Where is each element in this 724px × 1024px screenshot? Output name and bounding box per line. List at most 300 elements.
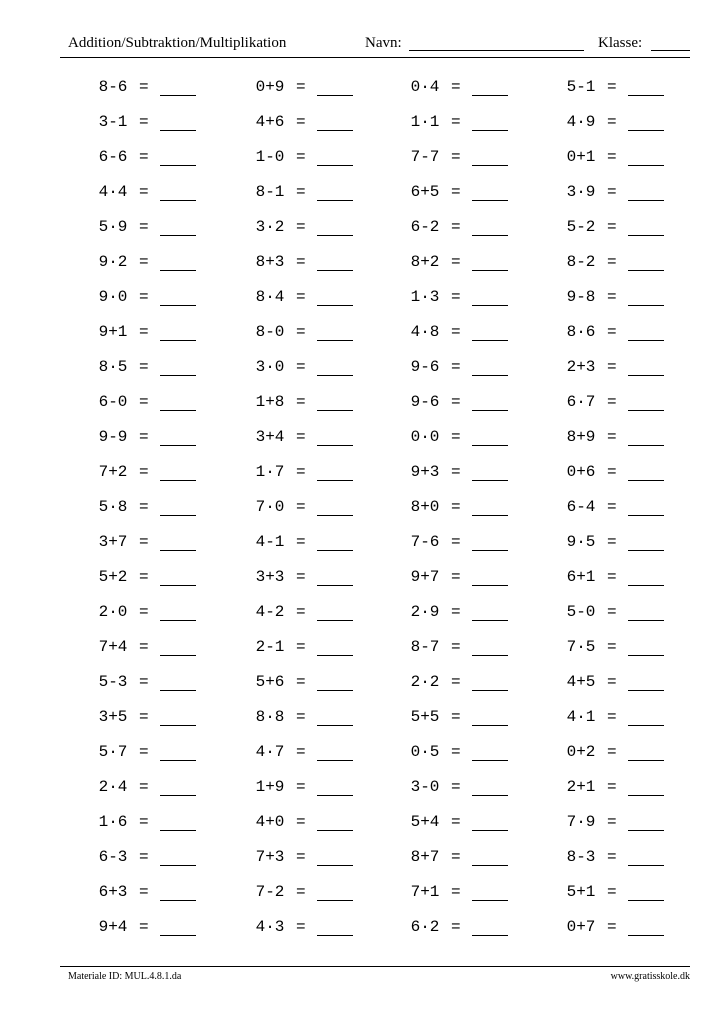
equals-sign: = [139,708,149,726]
answer-blank[interactable] [317,900,353,901]
answer-blank[interactable] [317,795,353,796]
answer-blank[interactable] [628,200,664,201]
math-problem [405,778,545,800]
answer-blank[interactable] [628,760,664,761]
answer-blank[interactable] [317,655,353,656]
equals-sign: = [139,568,149,586]
answer-blank[interactable] [472,445,508,446]
problem-row [0,490,724,525]
answer-blank[interactable] [472,165,508,166]
math-problem [250,78,390,100]
problem-expression: 8·5 [98,358,128,376]
equals-sign: = [607,288,617,306]
math-problem [561,148,701,170]
math-problem [93,568,233,590]
equals-sign: = [296,743,306,761]
math-problem [93,218,233,240]
answer-blank[interactable] [472,340,508,341]
problem-expression: 8+9 [566,428,596,446]
equals-sign: = [139,358,149,376]
math-problem [250,393,390,415]
answer-blank[interactable] [472,270,508,271]
equals-sign: = [451,148,461,166]
answer-blank[interactable] [160,865,196,866]
math-problem [250,918,390,940]
equals-sign: = [451,568,461,586]
problem-expression: 2·4 [98,778,128,796]
problem-expression: 3·9 [566,183,596,201]
answer-blank[interactable] [317,165,353,166]
answer-blank[interactable] [628,340,664,341]
answer-blank[interactable] [628,480,664,481]
problem-expression: 7-6 [410,533,440,551]
equals-sign: = [451,848,461,866]
answer-blank[interactable] [160,795,196,796]
equals-sign: = [139,183,149,201]
problem-expression: 6·7 [566,393,596,411]
website-link[interactable]: www.gratisskole.dk [610,971,690,982]
problem-row [0,630,724,665]
answer-blank[interactable] [628,235,664,236]
answer-blank[interactable] [472,585,508,586]
equals-sign: = [451,253,461,271]
answer-blank[interactable] [317,480,353,481]
math-problem [405,883,545,905]
equals-sign: = [296,253,306,271]
answer-blank[interactable] [472,95,508,96]
problem-row [0,70,724,105]
problem-expression: 0·5 [410,743,440,761]
answer-blank[interactable] [160,585,196,586]
equals-sign: = [139,323,149,341]
problem-expression: 4·1 [566,708,596,726]
equals-sign: = [607,813,617,831]
problem-expression: 9+7 [410,568,440,586]
equals-sign: = [607,918,617,936]
problem-row [0,595,724,630]
problem-expression: 6·2 [410,918,440,936]
math-problem [405,288,545,310]
problem-expression: 5-0 [566,603,596,621]
answer-blank[interactable] [628,410,664,411]
problem-expression: 0+6 [566,463,596,481]
answer-blank[interactable] [317,690,353,691]
math-problem [561,393,701,415]
answer-blank[interactable] [317,585,353,586]
math-problem [93,463,233,485]
answer-blank[interactable] [160,935,196,936]
answer-blank[interactable] [317,130,353,131]
math-problem [250,183,390,205]
answer-blank[interactable] [628,830,664,831]
answer-blank[interactable] [317,95,353,96]
answer-blank[interactable] [472,515,508,516]
answer-blank[interactable] [628,585,664,586]
answer-blank[interactable] [628,165,664,166]
answer-blank[interactable] [160,445,196,446]
name-label: Navn: [365,35,402,51]
problem-row [0,140,724,175]
problem-expression: 8+7 [410,848,440,866]
answer-blank[interactable] [472,865,508,866]
problem-expression: 1+8 [255,393,285,411]
answer-blank[interactable] [160,760,196,761]
equals-sign: = [451,673,461,691]
math-problem [250,148,390,170]
answer-blank[interactable] [472,690,508,691]
answer-blank[interactable] [628,865,664,866]
problem-expression: 5-2 [566,218,596,236]
problem-expression: 6-4 [566,498,596,516]
equals-sign: = [451,813,461,831]
math-problem [250,778,390,800]
problem-expression: 3+5 [98,708,128,726]
answer-blank[interactable] [317,305,353,306]
answer-blank[interactable] [317,340,353,341]
answer-blank[interactable] [160,830,196,831]
answer-blank[interactable] [628,305,664,306]
problem-expression: 0+2 [566,743,596,761]
problem-row [0,665,724,700]
answer-blank[interactable] [160,725,196,726]
math-problem [405,393,545,415]
equals-sign: = [139,638,149,656]
material-id: Materiale ID: MUL.4.8.1.da [68,971,182,982]
problem-expression: 8+0 [410,498,440,516]
problem-expression: 6-6 [98,148,128,166]
answer-blank[interactable] [160,305,196,306]
answer-blank[interactable] [160,375,196,376]
equals-sign: = [607,708,617,726]
problem-expression: 6-0 [98,393,128,411]
math-problem [405,148,545,170]
math-problem [93,848,233,870]
answer-blank[interactable] [317,445,353,446]
answer-blank[interactable] [628,935,664,936]
problem-row [0,105,724,140]
answer-blank[interactable] [160,655,196,656]
problem-expression: 2·2 [410,673,440,691]
math-problem [250,743,390,765]
equals-sign: = [451,743,461,761]
equals-sign: = [451,288,461,306]
equals-sign: = [139,813,149,831]
answer-blank[interactable] [472,375,508,376]
problem-expression: 3·2 [255,218,285,236]
answer-blank[interactable] [628,375,664,376]
equals-sign: = [296,288,306,306]
answer-blank[interactable] [160,900,196,901]
answer-blank[interactable] [317,725,353,726]
math-problem [561,463,701,485]
problem-expression: 3-1 [98,113,128,131]
equals-sign: = [139,393,149,411]
math-problem [405,463,545,485]
problem-row [0,350,724,385]
equals-sign: = [607,323,617,341]
answer-blank[interactable] [160,235,196,236]
equals-sign: = [296,778,306,796]
answer-blank[interactable] [160,690,196,691]
problem-expression: 4-2 [255,603,285,621]
problem-expression: 1·6 [98,813,128,831]
answer-blank[interactable] [628,445,664,446]
equals-sign: = [139,113,149,131]
problem-expression: 7-7 [410,148,440,166]
problem-expression: 4+5 [566,673,596,691]
math-problem [405,533,545,555]
problem-expression: 7·9 [566,813,596,831]
answer-blank[interactable] [160,480,196,481]
problem-expression: 9+1 [98,323,128,341]
answer-blank[interactable] [472,760,508,761]
math-problem [93,743,233,765]
problem-expression: 4+0 [255,813,285,831]
problem-expression: 3·0 [255,358,285,376]
equals-sign: = [451,393,461,411]
equals-sign: = [607,673,617,691]
problem-expression: 6-3 [98,848,128,866]
problem-expression: 8·8 [255,708,285,726]
problem-expression: 7+1 [410,883,440,901]
name-field[interactable] [409,50,584,51]
problem-row [0,245,724,280]
equals-sign: = [607,883,617,901]
answer-blank[interactable] [628,690,664,691]
equals-sign: = [139,253,149,271]
math-problem [405,918,545,940]
answer-blank[interactable] [160,130,196,131]
problem-expression: 5+4 [410,813,440,831]
equals-sign: = [607,183,617,201]
problem-row [0,175,724,210]
answer-blank[interactable] [472,550,508,551]
problem-row [0,735,724,770]
problem-row [0,525,724,560]
answer-blank[interactable] [628,95,664,96]
worksheet-header [68,33,690,55]
answer-blank[interactable] [160,340,196,341]
equals-sign: = [296,533,306,551]
math-problem [93,918,233,940]
problem-expression: 3-0 [410,778,440,796]
equals-sign: = [451,533,461,551]
math-problem [561,253,701,275]
problem-expression: 0+1 [566,148,596,166]
answer-blank[interactable] [317,515,353,516]
problem-expression: 5-3 [98,673,128,691]
problem-row [0,280,724,315]
answer-blank[interactable] [472,130,508,131]
answer-blank[interactable] [472,235,508,236]
answer-blank[interactable] [472,655,508,656]
equals-sign: = [451,708,461,726]
math-problem [93,148,233,170]
answer-blank[interactable] [628,130,664,131]
equals-sign: = [451,358,461,376]
equals-sign: = [139,848,149,866]
answer-blank[interactable] [317,760,353,761]
problem-row [0,420,724,455]
equals-sign: = [296,393,306,411]
math-problem [93,638,233,660]
math-problem [405,743,545,765]
math-problem [93,498,233,520]
problem-row [0,875,724,910]
math-problem [250,358,390,380]
math-problem [250,253,390,275]
math-problem [250,428,390,450]
answer-blank[interactable] [317,270,353,271]
answer-blank[interactable] [160,410,196,411]
equals-sign: = [296,498,306,516]
footer-divider [60,966,690,967]
equals-sign: = [296,673,306,691]
answer-blank[interactable] [317,375,353,376]
equals-sign: = [139,778,149,796]
math-problem [93,883,233,905]
equals-sign: = [451,638,461,656]
answer-blank[interactable] [472,830,508,831]
problem-expression: 9-6 [410,358,440,376]
problem-expression: 7+2 [98,463,128,481]
problem-expression: 1·7 [255,463,285,481]
problem-expression: 7·5 [566,638,596,656]
answer-blank[interactable] [160,95,196,96]
answer-blank[interactable] [160,270,196,271]
problem-expression: 5·8 [98,498,128,516]
equals-sign: = [451,463,461,481]
problem-expression: 9·5 [566,533,596,551]
problem-expression: 4·9 [566,113,596,131]
answer-blank[interactable] [628,655,664,656]
math-problem [405,218,545,240]
problem-row [0,840,724,875]
answer-blank[interactable] [472,725,508,726]
math-problem [250,113,390,135]
problem-expression: 5·9 [98,218,128,236]
answer-blank[interactable] [472,900,508,901]
math-problem [561,918,701,940]
answer-blank[interactable] [160,550,196,551]
class-field[interactable] [651,50,690,51]
problem-row [0,455,724,490]
problem-expression: 3+4 [255,428,285,446]
answer-blank[interactable] [160,165,196,166]
problem-expression: 7·0 [255,498,285,516]
answer-blank[interactable] [628,795,664,796]
equals-sign: = [451,113,461,131]
equals-sign: = [296,113,306,131]
answer-blank[interactable] [472,795,508,796]
equals-sign: = [139,78,149,96]
answer-blank[interactable] [317,200,353,201]
answer-blank[interactable] [472,935,508,936]
answer-blank[interactable] [160,620,196,621]
problem-expression: 8-0 [255,323,285,341]
answer-blank[interactable] [317,235,353,236]
math-problem [93,778,233,800]
math-problem [405,603,545,625]
equals-sign: = [139,918,149,936]
answer-blank[interactable] [317,865,353,866]
answer-blank[interactable] [160,200,196,201]
answer-blank[interactable] [628,515,664,516]
math-problem [561,603,701,625]
problem-expression: 5-1 [566,78,596,96]
answer-blank[interactable] [160,515,196,516]
math-problem [93,393,233,415]
equals-sign: = [296,428,306,446]
math-problem [561,778,701,800]
equals-sign: = [607,743,617,761]
answer-blank[interactable] [472,620,508,621]
math-problem [561,218,701,240]
answer-blank[interactable] [628,620,664,621]
problem-expression: 1·1 [410,113,440,131]
problem-expression: 1-0 [255,148,285,166]
answer-blank[interactable] [472,200,508,201]
equals-sign: = [607,113,617,131]
math-problem [250,848,390,870]
equals-sign: = [139,883,149,901]
answer-blank[interactable] [317,830,353,831]
equals-sign: = [451,323,461,341]
answer-blank[interactable] [317,410,353,411]
answer-blank[interactable] [472,305,508,306]
math-problem [250,288,390,310]
equals-sign: = [139,533,149,551]
math-problem [250,603,390,625]
answer-blank[interactable] [628,550,664,551]
answer-blank[interactable] [628,270,664,271]
problem-expression: 1·3 [410,288,440,306]
answer-blank[interactable] [472,410,508,411]
math-problem [405,323,545,345]
problem-expression: 6-2 [410,218,440,236]
equals-sign: = [139,218,149,236]
math-problem [93,358,233,380]
equals-sign: = [607,638,617,656]
math-problem [93,288,233,310]
math-problem [405,498,545,520]
problem-row [0,910,724,945]
equals-sign: = [296,183,306,201]
worksheet-title: Addition/Subtraktion/Multiplikation [68,35,287,51]
equals-sign: = [451,183,461,201]
problem-expression: 0·0 [410,428,440,446]
math-problem [405,673,545,695]
problem-expression: 9-6 [410,393,440,411]
math-problem [561,708,701,730]
answer-blank[interactable] [628,725,664,726]
math-problem [405,813,545,835]
math-problem [250,323,390,345]
equals-sign: = [296,148,306,166]
equals-sign: = [451,883,461,901]
problem-expression: 5+6 [255,673,285,691]
answer-blank[interactable] [317,550,353,551]
math-problem [405,113,545,135]
answer-blank[interactable] [472,480,508,481]
equals-sign: = [139,148,149,166]
answer-blank[interactable] [628,900,664,901]
answer-blank[interactable] [317,620,353,621]
problem-expression: 7-2 [255,883,285,901]
math-problem [93,813,233,835]
equals-sign: = [607,848,617,866]
answer-blank[interactable] [317,935,353,936]
